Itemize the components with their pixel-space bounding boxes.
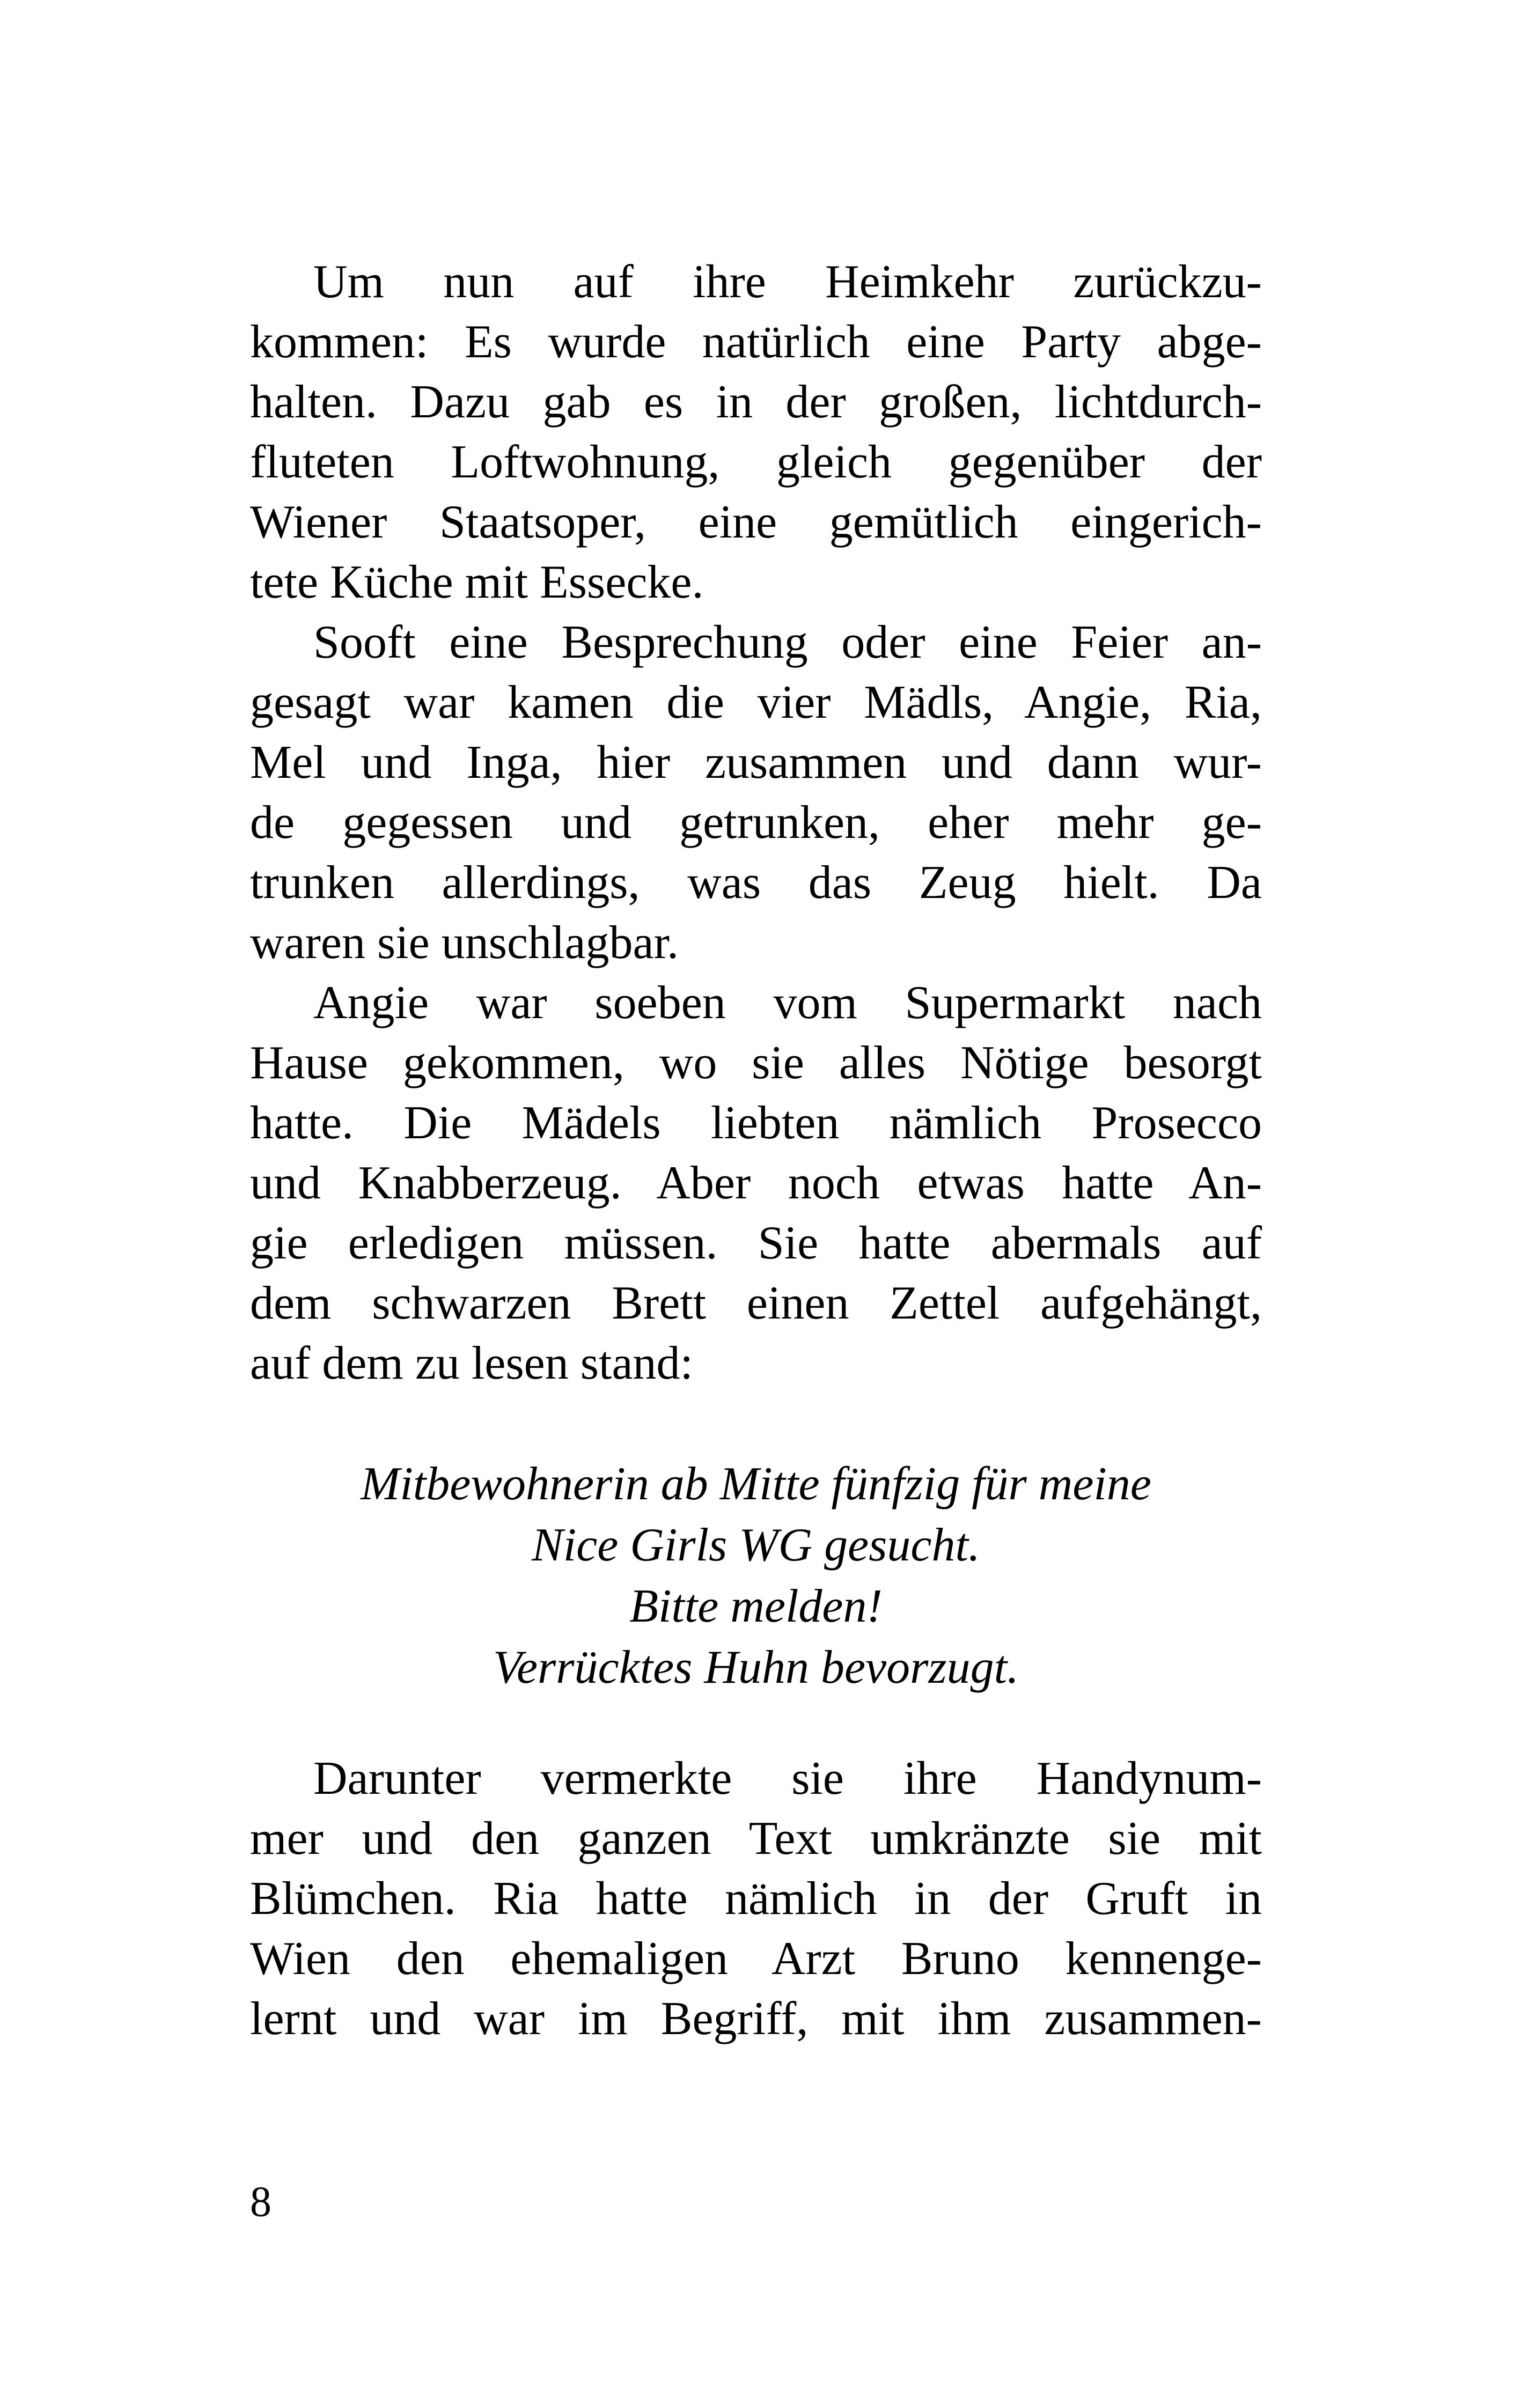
text-line: fluteten Loftwohnung, gleich gegenüber der [250, 436, 1262, 488]
paragraph-2 [250, 613, 1262, 973]
notice-line: Nice Girls WG gesucht. [532, 1519, 980, 1571]
text-line: tete Küche mit Essecke. [250, 556, 704, 608]
text-line: Darunter vermerkte sie ihre Handynum- [313, 1752, 1262, 1805]
notice-line: Verrücktes Huhn bevorzugt. [493, 1641, 1019, 1693]
text-line: dem schwarzen Brett einen Zettel aufgehängt, [250, 1277, 1262, 1329]
text-line: lernt und war im Begriff, mit ihm zusammen- [250, 1993, 1262, 2045]
paragraph-1 [250, 252, 1262, 613]
text-line: de gegessen und getrunken, eher mehr ge- [250, 797, 1262, 849]
text-line: Wiener Staatsoper, eine gemütlich eingerich- [250, 496, 1262, 548]
notice-line: Bitte melden! [629, 1580, 883, 1632]
text-line: Wien den ehemaligen Arzt Bruno kennenge- [250, 1933, 1262, 1985]
notice-line: Mitbewohnerin ab Mitte fünfzig für meine [361, 1458, 1151, 1510]
page-number: 8 [250, 2178, 271, 2226]
text-line: auf dem zu lesen stand: [250, 1337, 693, 1389]
text-line: trunken allerdings, was das Zeug hielt. Da [250, 857, 1262, 909]
text-line: Mel und Inga, hier zusammen und dann wur- [250, 737, 1262, 789]
text-line: kommen: Es wurde natürlich eine Party abge- [250, 316, 1262, 368]
text-line: waren sie unschlagbar. [250, 917, 679, 969]
text-line: Um nun auf ihre Heimkehr zurückzu- [313, 256, 1262, 308]
text-line: und Knabberzeug. Aber noch etwas hatte An- [250, 1157, 1262, 1209]
text-line: gie erledigen müssen. Sie hatte abermals auf [250, 1217, 1262, 1269]
text-line: gesagt war kamen die vier Mädls, Angie, Ria, [250, 676, 1262, 728]
text-line: mer und den ganzen Text umkränzte sie mit [250, 1813, 1262, 1865]
paragraph-3 [250, 973, 1262, 1394]
text-line: hatte. Die Mädels liebten nämlich Prosecco [250, 1097, 1262, 1149]
paragraph-4 [250, 1749, 1262, 2049]
notice-text [250, 1454, 1262, 1698]
text-line: Hause gekommen, wo sie alles Nötige besorgt [250, 1037, 1262, 1089]
text-line: Sooft eine Besprechung oder eine Feier an- [313, 616, 1262, 668]
text-line: halten. Dazu gab es in der großen, lichtdurch- [250, 376, 1262, 428]
text-line: Blümchen. Ria hatte nämlich in der Gruft in [250, 1873, 1262, 1925]
text-line: Angie war soeben vom Supermarkt nach [313, 977, 1262, 1029]
